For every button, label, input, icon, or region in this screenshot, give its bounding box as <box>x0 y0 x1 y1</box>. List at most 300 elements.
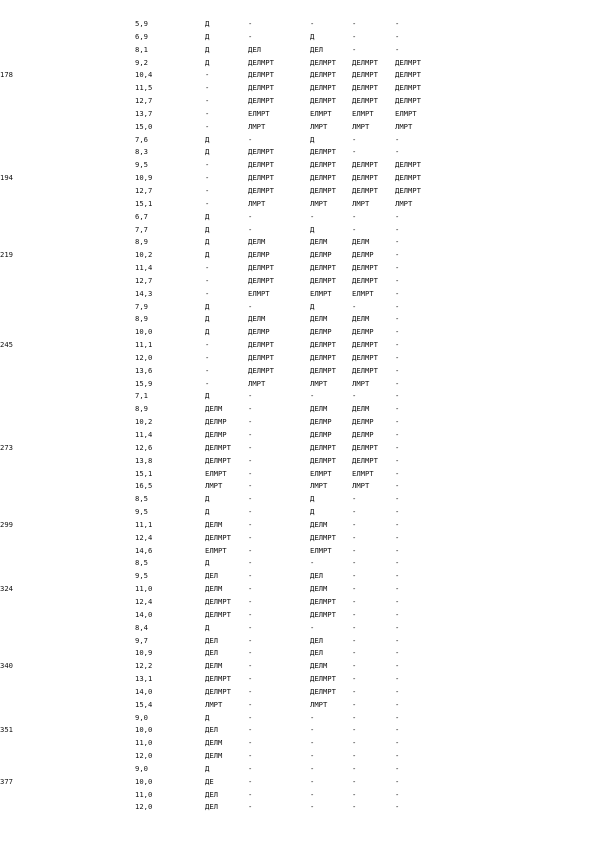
table-cell: - <box>248 751 253 761</box>
table-cell: - <box>395 776 400 786</box>
table-cell: - <box>248 507 253 517</box>
group-label <box>0 95 135 108</box>
table-row <box>0 570 437 583</box>
table-cell: ДЕЛМРТ <box>352 442 378 452</box>
table-cell: - <box>248 224 253 234</box>
table-row <box>0 288 437 301</box>
table-cell: ЛМРТ <box>248 198 266 208</box>
table-cell: ДЕЛМРТ <box>352 365 378 375</box>
table-cell: ДЕЛМ <box>352 314 370 324</box>
table-cell: ДЕЛМРТ <box>205 674 231 684</box>
table-cell: - <box>310 776 315 786</box>
table-row <box>0 198 437 211</box>
table-cell: ДЕЛМРТ <box>352 83 378 93</box>
table-cell: - <box>352 211 357 221</box>
table-cell: ДЕЛМР <box>310 250 332 260</box>
table-cell: 8,5 <box>135 558 148 568</box>
table-cell: - <box>395 481 400 491</box>
table-cell: ДЕЛМРТ <box>205 596 231 606</box>
table-row <box>0 262 437 275</box>
table-cell: - <box>352 789 357 799</box>
table-cell: ДЕЛМРТ <box>205 532 231 542</box>
table-cell: ДЕЛМ <box>205 519 223 529</box>
table-cell: 11,1 <box>135 340 153 350</box>
table-cell: 9,7 <box>135 635 148 645</box>
group-label <box>0 82 135 95</box>
table-row <box>0 134 437 147</box>
table-cell: - <box>205 96 210 106</box>
table-cell: 11,5 <box>135 83 153 93</box>
table-cell: - <box>248 494 253 504</box>
table-cell: 15,9 <box>135 378 153 388</box>
group-label <box>0 390 135 403</box>
table-cell: - <box>352 519 357 529</box>
table-cell: ДЕЛМРТ <box>395 160 421 170</box>
table-cell: ДЕЛМРТ <box>248 160 274 170</box>
table-row <box>0 557 437 570</box>
table-cell: ДЕЛМР <box>205 430 227 439</box>
group-label <box>0 378 135 391</box>
table-cell: - <box>248 635 253 645</box>
table-cell: - <box>248 725 253 735</box>
table-row <box>0 545 437 558</box>
table-cell: - <box>352 571 357 581</box>
group-label <box>0 532 135 545</box>
group-label: 219 <box>0 250 13 260</box>
table-cell: 12,0 <box>135 352 153 362</box>
group-label: 299 <box>0 519 13 529</box>
table-cell: 12,4 <box>135 532 153 542</box>
table-cell: - <box>310 622 315 632</box>
table-cell: ДЕЛМ <box>310 661 328 671</box>
table-cell: ДЕЛМРТ <box>248 83 274 93</box>
table-cell: - <box>205 185 210 195</box>
table-cell: ЕЛМРТ <box>310 288 332 298</box>
table-cell: - <box>395 648 400 658</box>
table-cell: - <box>352 134 357 144</box>
table-row <box>0 57 437 70</box>
table-cell: 12,7 <box>135 96 153 106</box>
table-cell: - <box>205 352 210 362</box>
table-cell: - <box>395 635 400 645</box>
table-cell: Д <box>205 211 210 221</box>
table-cell: 8,9 <box>135 237 148 247</box>
group-label <box>0 57 135 70</box>
table-row <box>0 712 437 725</box>
table-cell: - <box>395 404 400 414</box>
table-row <box>0 622 437 635</box>
group-label <box>0 134 135 147</box>
data-table <box>0 18 437 814</box>
group-label <box>0 262 135 275</box>
table-cell: ЕЛМРТ <box>205 545 227 555</box>
table-cell: ДЕЛМ <box>352 237 370 247</box>
table-cell: - <box>248 776 253 786</box>
table-cell: 8,4 <box>135 622 148 632</box>
table-cell: ДЕЛМРТ <box>352 455 378 465</box>
table-cell: ДЕЛМ <box>205 404 223 414</box>
table-cell: 12,7 <box>135 275 153 285</box>
table-cell: ЕЛМРТ <box>310 545 332 555</box>
table-row <box>0 493 437 506</box>
group-label <box>0 635 135 648</box>
table-cell: - <box>352 802 357 812</box>
table-cell: - <box>352 686 357 696</box>
table-cell: ДЕЛМР <box>352 327 374 337</box>
table-cell: Д <box>205 391 210 401</box>
table-cell: Д <box>205 224 210 234</box>
table-cell: Д <box>310 224 315 234</box>
table-cell: 9,5 <box>135 160 148 170</box>
table-cell: ДЕЛМР <box>205 417 227 427</box>
table-cell: 10,2 <box>135 250 153 260</box>
table-cell: 10,0 <box>135 725 153 735</box>
group-label <box>0 275 135 288</box>
table-cell: ДЕЛМР <box>352 430 374 439</box>
table-cell: ДЕЛМРТ <box>248 340 274 350</box>
table-row <box>0 82 437 95</box>
table-cell: ДЕЛМРТ <box>310 674 336 684</box>
table-cell: ДЕЛМРТ <box>352 57 378 67</box>
table-cell: ДЕЛМРТ <box>352 96 378 106</box>
table-cell: - <box>395 661 400 671</box>
table-cell: 6,7 <box>135 211 148 221</box>
table-cell: - <box>205 121 210 131</box>
table-cell: Д <box>205 327 210 337</box>
table-cell: Д <box>310 301 315 311</box>
group-label <box>0 416 135 429</box>
table-cell: - <box>352 584 357 594</box>
group-label <box>0 365 135 378</box>
table-row <box>0 301 437 314</box>
table-row <box>0 737 437 750</box>
group-label <box>0 737 135 750</box>
table-cell: - <box>248 674 253 684</box>
table-cell: ДЕЛМРТ <box>248 70 274 80</box>
table-row <box>0 352 437 365</box>
table-cell: 11,0 <box>135 584 153 594</box>
table-row <box>0 506 437 519</box>
table-cell: 12,4 <box>135 596 153 606</box>
table-cell: - <box>395 609 400 619</box>
table-cell: 10,9 <box>135 648 153 658</box>
table-cell: ДЕЛМ <box>205 584 223 594</box>
table-cell: - <box>310 789 315 799</box>
table-cell: - <box>248 584 253 594</box>
table-cell: - <box>395 584 400 594</box>
table-cell: - <box>395 327 400 337</box>
table-cell: - <box>205 173 210 183</box>
table-cell: - <box>395 751 400 761</box>
table-cell: Д <box>205 31 210 41</box>
table-cell: - <box>310 211 315 221</box>
table-cell: - <box>352 147 357 157</box>
table-cell: - <box>310 751 315 761</box>
table-cell: - <box>352 635 357 645</box>
table-cell: ЕЛМРТ <box>205 468 227 478</box>
table-cell: - <box>205 340 210 350</box>
table-cell: 12,2 <box>135 661 153 671</box>
table-cell: Д <box>205 314 210 324</box>
table-cell: - <box>205 275 210 285</box>
table-row <box>0 429 437 442</box>
table-cell: - <box>248 596 253 606</box>
table-row <box>0 275 437 288</box>
table-row <box>0 801 437 814</box>
table-row <box>0 635 437 648</box>
group-label <box>0 224 135 237</box>
table-cell: ЛМРТ <box>352 121 370 131</box>
table-cell: 12,6 <box>135 442 153 452</box>
table-cell: - <box>248 648 253 658</box>
group-label <box>0 301 135 314</box>
table-cell: 10,0 <box>135 327 153 337</box>
table-cell: - <box>352 596 357 606</box>
table-cell: ЛМРТ <box>205 699 223 709</box>
table-row <box>0 519 437 532</box>
group-label <box>0 403 135 416</box>
table-cell: - <box>248 455 253 465</box>
table-cell: - <box>395 288 400 298</box>
table-row <box>0 108 437 121</box>
table-cell: - <box>205 83 210 93</box>
table-row <box>0 185 437 198</box>
table-cell: 9,0 <box>135 763 148 773</box>
table-cell: - <box>352 494 357 504</box>
table-cell: Д <box>205 558 210 568</box>
table-cell: ДЕЛ <box>248 44 261 54</box>
table-cell: ДЕЛМРТ <box>352 70 378 80</box>
table-cell: 14,0 <box>135 609 153 619</box>
table-cell: - <box>352 507 357 517</box>
group-label <box>0 493 135 506</box>
table-cell: - <box>352 391 357 401</box>
table-cell: - <box>395 263 400 273</box>
table-cell: - <box>248 19 253 28</box>
table-cell: 11,4 <box>135 430 153 439</box>
table-cell: - <box>395 507 400 517</box>
table-cell: - <box>395 738 400 748</box>
table-cell: 15,1 <box>135 468 153 478</box>
table-cell: - <box>248 31 253 41</box>
table-cell: - <box>205 288 210 298</box>
table-cell: - <box>395 211 400 221</box>
table-cell: ДЕЛМРТ <box>248 96 274 106</box>
table-cell: ДЕЛМРТ <box>248 173 274 183</box>
table-cell: - <box>352 532 357 542</box>
table-cell: ДЕЛМРТ <box>310 532 336 542</box>
table-row <box>0 69 437 82</box>
group-label <box>0 31 135 44</box>
table-cell: ДЕЛМРТ <box>352 185 378 195</box>
table-cell: ЛМРТ <box>395 121 413 131</box>
table-row <box>0 442 437 455</box>
table-cell: 11,0 <box>135 789 153 799</box>
table-cell: - <box>352 699 357 709</box>
table-cell: - <box>248 211 253 221</box>
table-cell: - <box>395 802 400 812</box>
table-cell: - <box>352 609 357 619</box>
table-cell: 7,9 <box>135 301 148 311</box>
table-cell: - <box>395 301 400 311</box>
table-row <box>0 121 437 134</box>
table-cell: ДЕЛМРТ <box>352 275 378 285</box>
table-cell: ДЕЛМРТ <box>352 173 378 183</box>
table-cell: - <box>395 417 400 427</box>
group-label <box>0 763 135 776</box>
table-row <box>0 532 437 545</box>
table-row <box>0 146 437 159</box>
table-cell: ДЕЛМРТ <box>310 160 336 170</box>
table-row <box>0 416 437 429</box>
table-cell: ЛМРТ <box>248 378 266 388</box>
table-cell: - <box>248 712 253 722</box>
table-cell: ДЕЛМ <box>352 404 370 414</box>
group-label <box>0 211 135 224</box>
group-label <box>0 789 135 802</box>
table-cell: 9,5 <box>135 571 148 581</box>
table-cell: - <box>248 391 253 401</box>
table-cell: ДЕЛМРТ <box>205 609 231 619</box>
table-cell: 7,1 <box>135 391 148 401</box>
table-row <box>0 211 437 224</box>
table-cell: ДЕЛМР <box>310 327 332 337</box>
group-label: 245 <box>0 340 13 350</box>
table-cell: - <box>395 275 400 285</box>
group-label <box>0 699 135 712</box>
table-cell: ДЕЛМРТ <box>310 609 336 619</box>
table-cell: ДЕЛМРТ <box>395 185 421 195</box>
group-label <box>0 146 135 159</box>
table-cell: ДЕЛМРТ <box>310 57 336 67</box>
table-cell: - <box>395 686 400 696</box>
table-cell: ДЕЛ <box>205 789 218 799</box>
table-cell: - <box>352 648 357 658</box>
table-cell: 9,0 <box>135 712 148 722</box>
table-cell: - <box>248 789 253 799</box>
table-cell: 15,1 <box>135 198 153 208</box>
table-cell: - <box>352 44 357 54</box>
table-cell: ДЕЛМРТ <box>310 185 336 195</box>
table-cell: - <box>352 738 357 748</box>
table-cell: Д <box>310 507 315 517</box>
table-cell: - <box>310 558 315 568</box>
table-cell: - <box>310 391 315 401</box>
group-label <box>0 596 135 609</box>
table-cell: - <box>352 19 357 28</box>
table-cell: - <box>352 31 357 41</box>
table-cell: ЛМРТ <box>310 121 328 131</box>
table-row <box>0 44 437 57</box>
table-cell: 8,5 <box>135 494 148 504</box>
table-cell: - <box>395 224 400 234</box>
group-label <box>0 557 135 570</box>
table-cell: - <box>395 763 400 773</box>
group-label <box>0 686 135 699</box>
table-cell: Д <box>310 31 315 41</box>
table-cell: ДЕЛМРТ <box>310 340 336 350</box>
table-row <box>0 313 437 326</box>
table-cell: Д <box>205 147 210 157</box>
table-cell: ДЕЛМРТ <box>395 173 421 183</box>
table-cell: - <box>248 661 253 671</box>
table-row <box>0 660 437 673</box>
table-cell: ДЕЛМРТ <box>248 147 274 157</box>
table-cell: 12,7 <box>135 185 153 195</box>
table-row <box>0 776 437 789</box>
table-cell: - <box>395 674 400 684</box>
table-cell: ЕЛМРТ <box>352 288 374 298</box>
table-cell: - <box>395 365 400 375</box>
table-cell: - <box>205 198 210 208</box>
table-cell: 8,3 <box>135 147 148 157</box>
table-cell: ЛМРТ <box>310 198 328 208</box>
table-cell: ДЕЛМРТ <box>352 340 378 350</box>
group-label <box>0 468 135 481</box>
table-cell: ДЕЛМРТ <box>310 442 336 452</box>
table-cell: - <box>248 699 253 709</box>
table-cell: ДЕЛМ <box>205 751 223 761</box>
group-label <box>0 429 135 442</box>
table-cell: - <box>352 725 357 735</box>
table-cell: ДЕЛМРТ <box>395 96 421 106</box>
table-cell: ДЕЛ <box>310 635 323 645</box>
table-cell: 7,6 <box>135 134 148 144</box>
table-row <box>0 403 437 416</box>
table-cell: - <box>395 391 400 401</box>
table-cell: - <box>395 468 400 478</box>
table-cell: - <box>395 147 400 157</box>
table-cell: - <box>248 404 253 414</box>
table-cell: ДЕЛМРТ <box>310 173 336 183</box>
table-cell: - <box>395 545 400 555</box>
table-cell: ДЕЛМРТ <box>352 263 378 273</box>
group-label <box>0 198 135 211</box>
table-cell: - <box>248 519 253 529</box>
group-label <box>0 159 135 172</box>
table-cell: - <box>352 751 357 761</box>
table-cell: ДЕЛМ <box>248 237 266 247</box>
table-cell: 9,2 <box>135 57 148 67</box>
table-cell: ЕЛМРТ <box>395 108 417 118</box>
table-row <box>0 750 437 763</box>
table-cell: Д <box>205 507 210 517</box>
table-cell: - <box>395 134 400 144</box>
table-cell: ДЕЛМРТ <box>352 160 378 170</box>
table-row <box>0 583 437 596</box>
table-cell: Д <box>310 134 315 144</box>
table-cell: Д <box>205 134 210 144</box>
table-cell: ДЕЛМРТ <box>310 686 336 696</box>
table-cell: ДЕЛМРТ <box>310 275 336 285</box>
table-cell: ЛМРТ <box>248 121 266 131</box>
table-cell: ЛМРТ <box>395 198 413 208</box>
group-label: 351 <box>0 725 13 735</box>
table-cell: - <box>395 250 400 260</box>
table-cell: ДЕЛМР <box>352 417 374 427</box>
table-cell: ДЕЛМРТ <box>310 96 336 106</box>
table-cell: ДЕЛМ <box>310 314 328 324</box>
table-cell: - <box>395 532 400 542</box>
table-cell: ДЕЛМРТ <box>248 365 274 375</box>
table-cell: ДЕЛМРТ <box>395 83 421 93</box>
table-cell: Д <box>310 494 315 504</box>
table-cell: ЛМРТ <box>352 481 370 491</box>
table-cell: - <box>352 622 357 632</box>
table-cell: - <box>395 340 400 350</box>
table-cell: - <box>352 545 357 555</box>
table-cell: - <box>205 108 210 118</box>
